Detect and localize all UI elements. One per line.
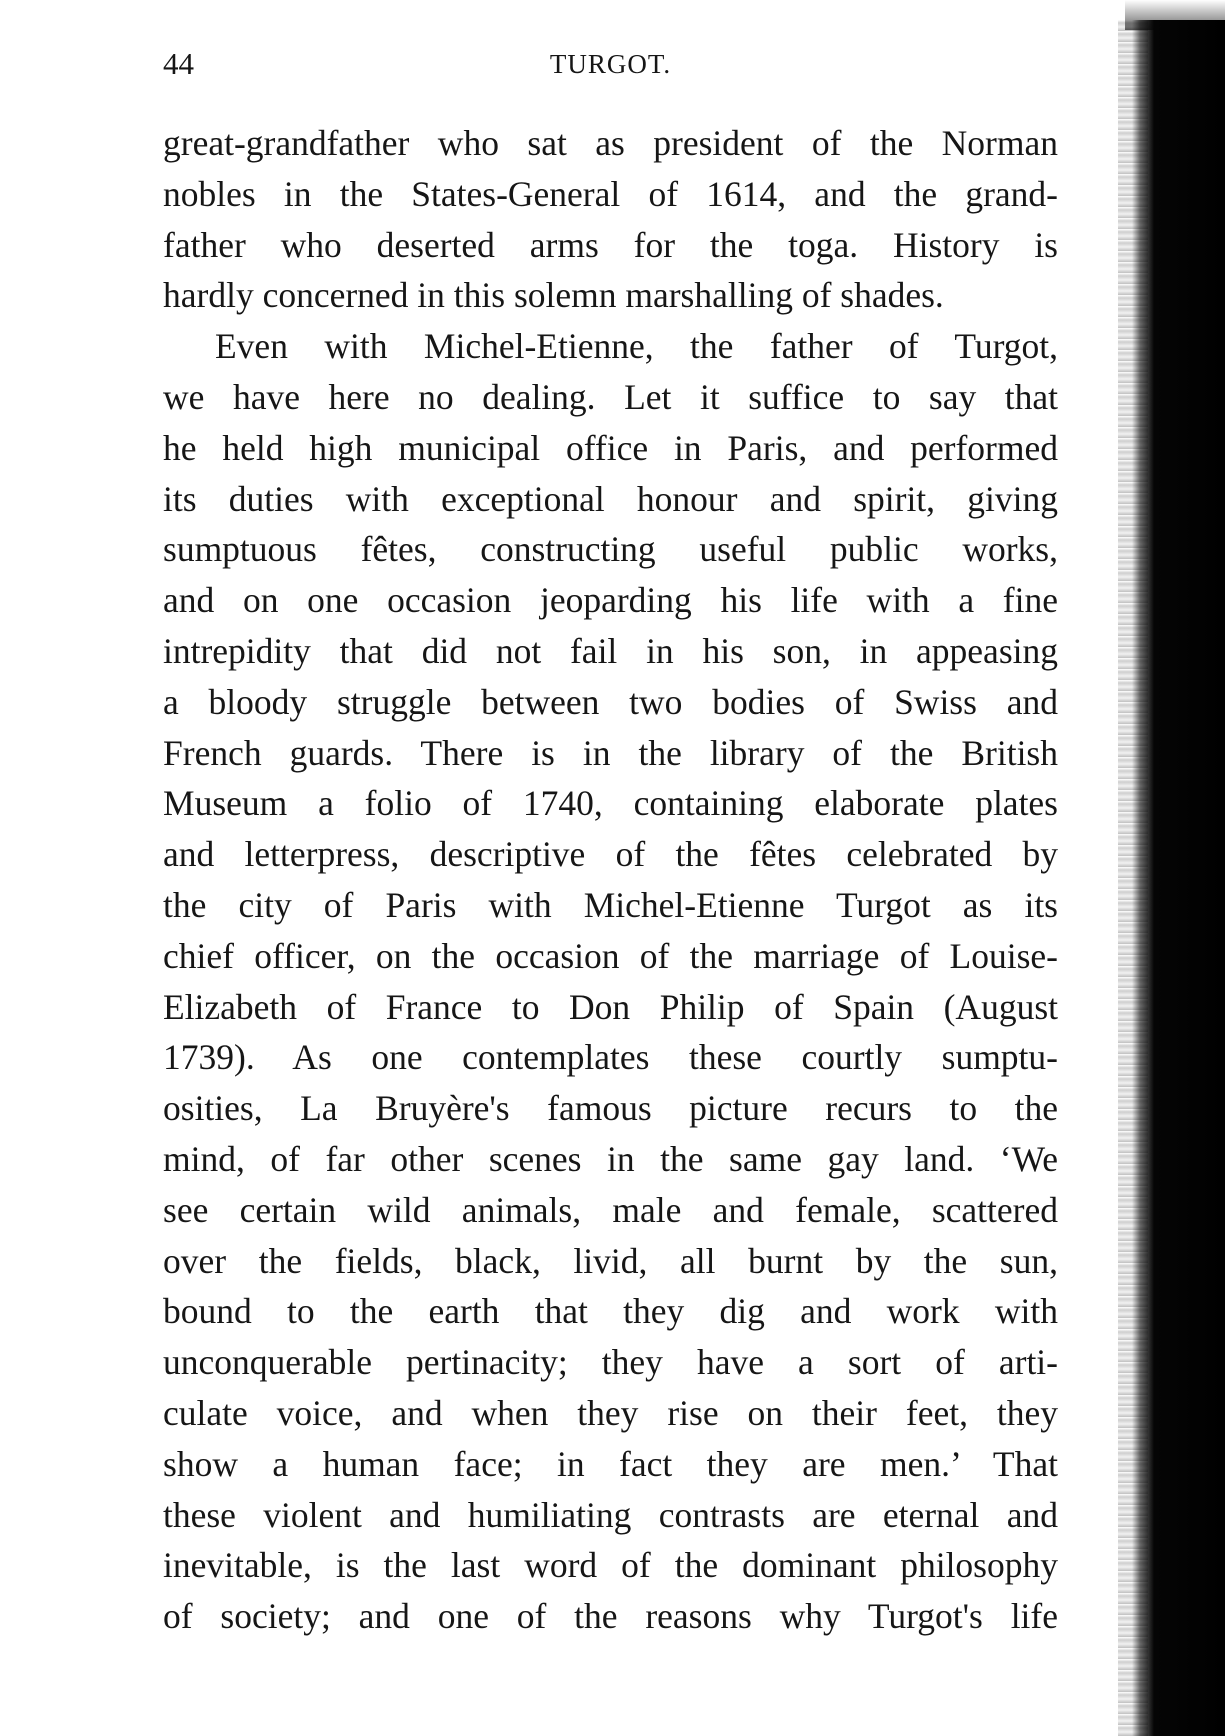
page-number: 44 — [163, 46, 194, 81]
text-line: hardly concerned in this solemn marshalling of shades. — [163, 275, 944, 316]
text-line: 1739). As one contemplates these courtly sumptu- — [163, 1037, 1058, 1078]
text-line: great-grandfather who sat as president of the Norman — [163, 123, 1058, 163]
body-text — [163, 118, 1058, 1642]
page-header — [163, 44, 1058, 84]
text-line: osities, La Bruyère's famous picture recurs to the — [163, 1088, 1058, 1129]
text-line: and on one occasion jeoparding his life with a fine — [163, 580, 1058, 621]
text-line: unconquerable pertinacity; they have a sort of arti- — [163, 1342, 1058, 1383]
text-line: intrepidity that did not fail in his son, in appeasing — [163, 630, 1058, 671]
text-line: these violent and humiliating contrasts are eternal and — [163, 1494, 1058, 1535]
text-line: French guards. There is in the library of the British — [163, 732, 1058, 773]
text-line: its duties with exceptional honour and spirit, giving — [163, 478, 1058, 519]
text-line: chief officer, on the occasion of the marriage of Louise- — [163, 935, 1058, 976]
text-line: he held high municipal office in Paris, and performed — [163, 427, 1058, 468]
text-line: sumptuous fêtes, constructing useful public works, — [163, 529, 1058, 570]
running-title: TURGOT. — [549, 49, 672, 79]
text-line: show a human face; in fact they are men.’ That — [163, 1443, 1058, 1484]
text-line: father who deserted arms for the toga. History is — [163, 224, 1058, 265]
text-line: Even with Michel-Etienne, the father of Turgot, — [215, 326, 1058, 367]
text-line: see certain wild animals, male and female, scattered — [163, 1189, 1058, 1230]
text-line: a bloody struggle between two bodies of Swiss and — [163, 681, 1058, 722]
text-line: nobles in the States-General of 1614, and the grand- — [163, 173, 1058, 214]
text-line: inevitable, is the last word of the dominant philosophy — [163, 1545, 1058, 1586]
text-line: the city of Paris with Michel-Etienne Turgot as its — [163, 884, 1058, 925]
text-line: Museum a folio of 1740, containing elaborate plates — [163, 783, 1058, 824]
text-line: of society; and one of the reasons why Turgot's life — [163, 1596, 1058, 1637]
text-line: over the fields, black, livid, all burnt by the sun, — [163, 1240, 1058, 1281]
text-line: bound to the earth that they dig and work with — [163, 1291, 1058, 1332]
text-line: mind, of far other scenes in the same gay land. ‘We — [163, 1138, 1058, 1179]
text-line: culate voice, and when they rise on their feet, they — [163, 1392, 1058, 1433]
text-line: we have here no dealing. Let it suffice to say that — [163, 376, 1058, 417]
text-line: and letterpress, descriptive of the fêtes celebrated by — [163, 834, 1058, 875]
scan-edge-texture — [1118, 20, 1148, 1736]
text-line: Elizabeth of France to Don Philip of Spain (August — [163, 986, 1058, 1027]
